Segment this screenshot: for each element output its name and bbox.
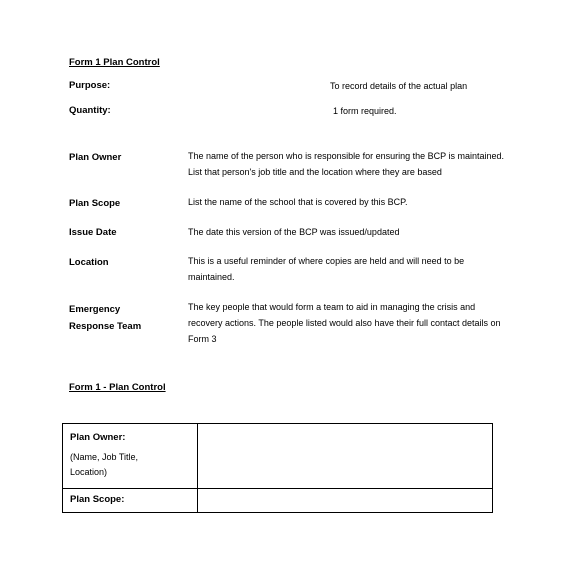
- plan-owner-label: Plan Owner:: [70, 432, 126, 443]
- plan-owner-label-cell: [63, 424, 198, 489]
- row-desc-plan-owner: [188, 148, 528, 180]
- plan-control-table: [62, 423, 493, 513]
- plan-owner-value-cell[interactable]: [198, 424, 493, 489]
- row-desc-location: [188, 253, 528, 285]
- plan-scope-label-cell: [63, 489, 198, 513]
- label-line: Response Team: [69, 321, 142, 332]
- table-row-plan-scope: [63, 489, 493, 513]
- page-title: Form 1 Plan Control: [69, 57, 160, 68]
- desc-line: List the name of the school that is covered by this BCP.: [188, 197, 408, 207]
- row-label-plan-scope: Plan Scope: [69, 198, 121, 209]
- plan-owner-hint-line: Location): [70, 467, 108, 477]
- row-label-plan-owner: Plan Owner: [69, 152, 122, 163]
- desc-line: Form 3: [188, 334, 217, 344]
- row-desc-issue-date: [188, 224, 528, 240]
- desc-line: maintained.: [188, 272, 235, 282]
- plan-scope-label: Plan Scope:: [70, 494, 125, 505]
- desc-line: The key people that would form a team to aid in managing the crisis and: [188, 302, 476, 312]
- purpose-value: To record details of the actual plan: [330, 81, 468, 91]
- desc-line: recovery actions. The people listed would also have their full contact details on: [188, 318, 501, 328]
- purpose-label: Purpose:: [69, 80, 111, 91]
- plan-scope-value-cell[interactable]: [198, 489, 493, 513]
- row-label-emergency-response-team: [69, 301, 141, 335]
- row-desc-plan-scope: [188, 194, 528, 210]
- desc-line: The date this version of the BCP was issued/updated: [188, 227, 400, 237]
- quantity-label: Quantity:: [69, 105, 111, 116]
- row-label-location: Location: [69, 257, 109, 268]
- desc-line: This is a useful reminder of where copies are held and will need to be: [188, 256, 465, 266]
- plan-owner-hint-line: (Name, Job Title,: [70, 452, 139, 462]
- row-desc-emergency-response-team: [188, 299, 533, 347]
- table-row-plan-owner: [63, 424, 493, 489]
- desc-line: List that person's job title and the location where they are based: [188, 167, 442, 177]
- quantity-value: 1 form required.: [333, 106, 397, 116]
- row-label-issue-date: Issue Date: [69, 227, 117, 238]
- desc-line: The name of the person who is responsible for ensuring the BCP is maintained.: [188, 151, 505, 161]
- label-line: Emergency: [69, 304, 121, 315]
- section-title: Form 1 - Plan Control: [69, 382, 166, 393]
